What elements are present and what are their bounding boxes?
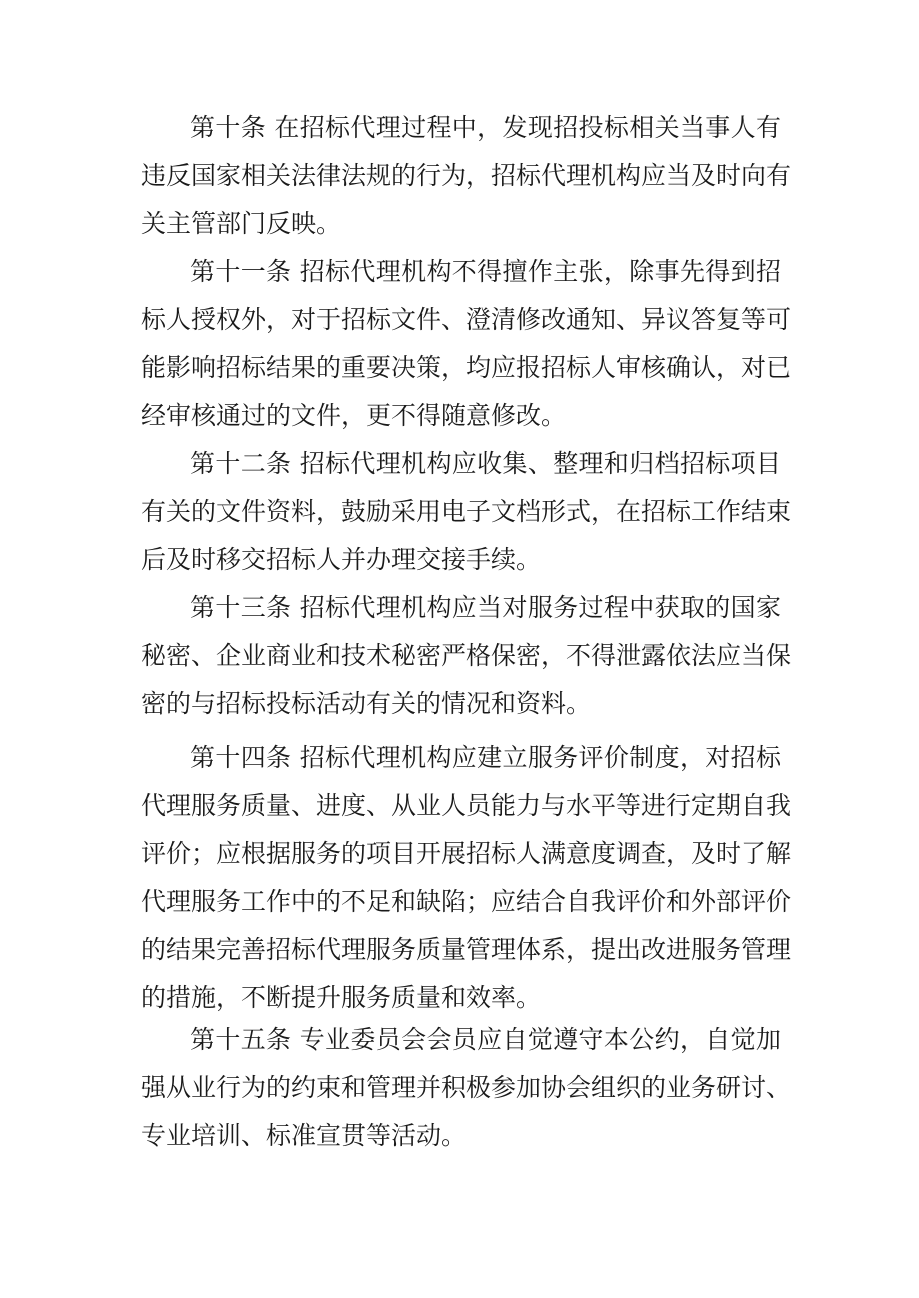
article-11-line-2: 标人授权外，对于招标文件、澄清修改通知、异议答复等可 [141, 305, 792, 334]
article-14-line-4: 代理服务工作中的不足和缺陷；应结合自我评价和外部评价 [141, 887, 792, 916]
article-10-line-3: 关主管部门反映。 [141, 209, 342, 238]
article-12-line-1: 第十二条 招标代理机构应收集、整理和归档招标项目 [190, 449, 781, 478]
article-14-line-6: 的措施，不断提升服务质量和效率。 [141, 983, 542, 1012]
article-13-line-1: 第十三条 招标代理机构应当对服务过程中获取的国家 [190, 593, 781, 622]
article-14-line-1: 第十四条 招标代理机构应建立服务评价制度，对招标 [190, 743, 781, 772]
article-14-line-3: 评价；应根据服务的项目开展招标人满意度调查，及时了解 [141, 839, 792, 868]
article-14-line-2: 代理服务质量、进度、从业人员能力与水平等进行定期自我 [141, 791, 792, 820]
article-14-line-5: 的结果完善招标代理服务质量管理体系，提出改进服务管理 [141, 935, 792, 964]
article-11-line-1: 第十一条 招标代理机构不得擅作主张，除事先得到招 [190, 257, 781, 286]
article-13-line-2: 秘密、企业商业和技术秘密严格保密，不得泄露依法应当保 [141, 641, 792, 670]
article-10-line-1: 第十条 在招标代理过程中，发现招投标相关当事人有 [190, 113, 781, 142]
article-10-line-2: 违反国家相关法律法规的行为，招标代理机构应当及时向有 [141, 161, 792, 190]
article-15-line-3: 专业培训、标准宣贯等活动。 [141, 1121, 467, 1150]
article-15-line-1: 第十五条 专业委员会会员应自觉遵守本公约，自觉加 [190, 1025, 781, 1054]
article-11-line-4: 经审核通过的文件，更不得随意修改。 [141, 401, 567, 430]
article-12-line-3: 后及时移交招标人并办理交接手续。 [141, 545, 542, 574]
article-13-line-3: 密的与招标投标活动有关的情况和资料。 [141, 689, 592, 718]
article-12-line-2: 有关的文件资料，鼓励采用电子文档形式，在招标工作结束 [141, 497, 792, 526]
article-11-line-3: 能影响招标结果的重要决策，均应报招标人审核确认，对已 [141, 353, 792, 382]
article-15-line-2: 强从业行为的约束和管理并积极参加协会组织的业务研讨、 [141, 1073, 792, 1102]
